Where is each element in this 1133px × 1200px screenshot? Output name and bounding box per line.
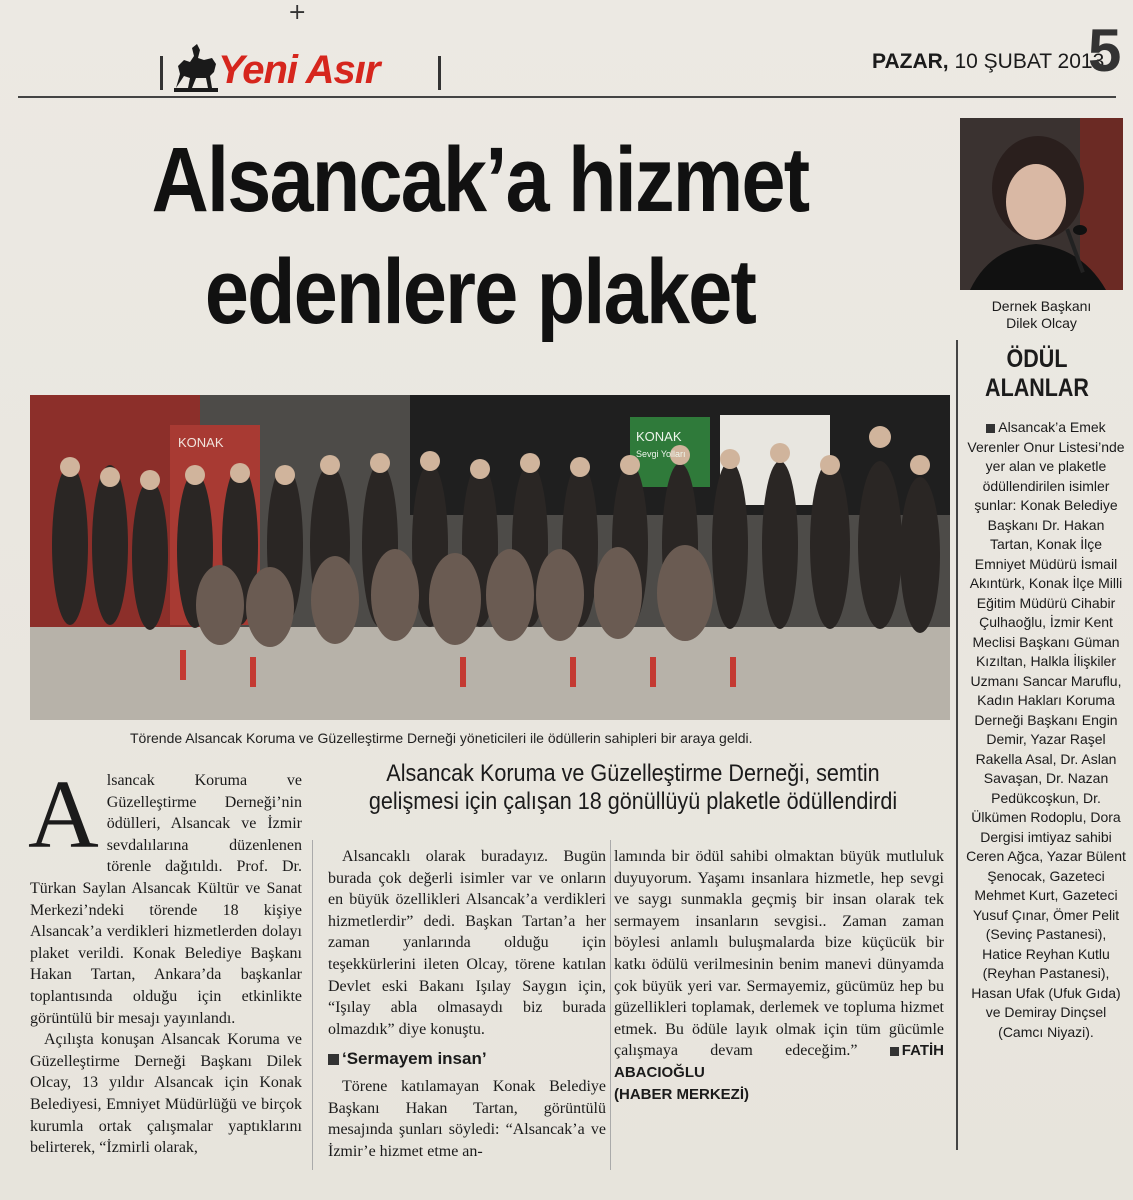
bullet-square-icon xyxy=(328,1054,339,1065)
section-heading-text: ‘Sermayem insan’ xyxy=(342,1049,487,1069)
banner-right-text: KONAK xyxy=(636,429,682,444)
bullet-square-icon xyxy=(890,1047,899,1056)
article-column-1 xyxy=(28,761,302,1159)
sidebar-body xyxy=(966,418,1126,1042)
banner-right-subtext: Sevgi Yolları xyxy=(636,449,686,459)
sidebar-title-line-1: ÖDÜL xyxy=(1006,345,1068,373)
headline-line-2: edenlere plaket xyxy=(204,241,756,343)
article-column-2 xyxy=(328,846,606,1162)
banner-left-text: KONAK xyxy=(178,435,224,450)
article-column-3 xyxy=(614,846,944,1105)
group-photo xyxy=(30,395,950,720)
byline-desk: (HABER MERKEZİ) xyxy=(614,1085,749,1103)
section-heading xyxy=(328,1048,606,1070)
portrait-photo xyxy=(960,118,1123,290)
article-paragraph-5 xyxy=(614,846,944,1084)
column-divider xyxy=(312,840,313,1170)
subhead xyxy=(350,760,917,816)
bullet-square-icon xyxy=(986,424,995,433)
headline-line-1: Alsancak’a hizmet xyxy=(151,129,809,231)
sidebar-rule xyxy=(956,340,958,1150)
portrait-caption xyxy=(960,298,1123,332)
crop-mark: + xyxy=(288,0,307,25)
dateline-date: 10 ŞUBAT 2013 xyxy=(954,50,1105,73)
byline-name: FATİH ABACIOĞLU xyxy=(614,1042,945,1081)
masthead xyxy=(168,38,379,98)
sidebar-title xyxy=(973,345,1102,403)
article-paragraph-5-text: lamında bir ödül sahibi olmaktan büyük mutluluk duyuyorum. Yaşamı insanlara hizmetle, hep sevgi ve saygı sunmakla geçmiş bir insan olarak tek sermayem insanların sevgisi.. Zaman zaman böylesi anlamlı buluşmalarda bize küçücük bir katkı ödülü verilmesinin benim manevi dünyamda çok büyük yeri var. Sermayemiz, gücümüz hep bu güzellikleri toplamak, derlemek ve topluma hizmet etmek. Bu ödüle layık olmak için tüm gücümle çalışmaya devam edeceğim.” xyxy=(614,848,944,1060)
portrait-caption-title: Dernek Başkanı xyxy=(991,298,1092,314)
drop-cap: A xyxy=(28,761,99,869)
sidebar-title-line-2: ALANLAR xyxy=(985,374,1089,402)
masthead-rule xyxy=(18,96,1116,98)
dateline xyxy=(872,50,1104,74)
dateline-day: PAZAR, xyxy=(872,50,949,73)
masthead-bar-left xyxy=(160,56,163,90)
page-number: 5 xyxy=(1088,17,1122,84)
article-paragraph-2: Açılışta konuşan Alsancak Koruma ve Güzelleştirme Derneği Başkanı Dilek Olcay, 13 yıldır Alsancak için Konak Belediyesi, Emniyet Müdürlüğü ve birçok kurumla ortak çalışmalar yaptıklarını belirterek, “İzmirli olarak, xyxy=(30,1031,302,1157)
newspaper-logo: Yeni Asır xyxy=(218,47,380,92)
article-paragraph-1: lsancak Koruma ve Güzelleştirme Derneği’nin ödülleri, Alsancak ve İzmir sevdalılarına düzenlenen törenle dağıtıldı. Prof. Dr. Türkan Saylan Alsancak Kültür ve Sanat Merkezi’ndeki törende 18 kişiye Alsancak’a verdikleri hizmetlerden dolayı plaket verildi. Konak Belediye Başkanı Hakan Tartan, Ankara’da başkanlar toplantısında olduğu için etkinlikte görüntülü bir mesajı yayınlandı. xyxy=(30,772,302,1027)
portrait-caption-name: Dilek Olcay xyxy=(1006,315,1077,331)
article-paragraph-4: Törene katılamayan Konak Belediye Başkanı Hakan Tartan, görüntülü mesajında şunları söyledi: “Alsancak’a ve İzmir’e hizmet etme an- xyxy=(328,1077,606,1160)
subhead-line-2: gelişmesi için çalışan 18 gönüllüyü plaketle ödüllendirdi xyxy=(368,788,898,815)
photo-caption: Törende Alsancak Koruma ve Güzelleştirme Derneği yöneticileri ile ödüllerin sahipleri bir araya geldi. xyxy=(130,730,753,746)
sidebar-names: Konak Belediye Başkanı Dr. Hakan Tartan, Konak İlçe Emniyet Müdürü İsmail Akıntürk, Konak İlçe Milli Eğitim Müdürü Cihabir Çulhaoğlu, İzmir Kent Meclisi Başkanı Güman Kızıltan, Halkla İlişkiler Uzmanı Sancar Maruflu, Kadın Hakları Koruma Derneği Başkanı Engin Demir, Yazar Raşel Rakella Asal, Dr. Aslan Savaşan, Dr. Nazan Pedükcoşkun, Dr. Ülkümen Rodoplu, Dora Dergisi imtiyaz sahibi Ceren Ağca, Yazar Bülent Şenocak, Gazeteci Mehmet Kurt, Gazeteci Yusuf Çınar, Ömer Pelit (Sevinç Pastanesi), Hatice Reyhan Kutlu (Reyhan Pastanesi), Hasan Ufak (Ufuk Gıda) ve Demiray Dinçsel (Camcı Niyazi). xyxy=(966,497,1126,1040)
masthead-bar-right xyxy=(438,56,441,90)
column-divider xyxy=(610,840,611,1170)
sidebar-intro: Alsancak’a Emek Verenler Onur Listesi’nde yer alan ve plaketle ödüllendirilen isimler şunlar: xyxy=(967,419,1125,513)
subhead-line-1: Alsancak Koruma ve Güzelleştirme Derneği, semtin xyxy=(386,760,880,787)
headline xyxy=(102,124,859,348)
article-paragraph-3: Alsancaklı olarak buradayız. Bugün burada çok değerli isimler var ve onların en büyük özellikleri Alsancak’a verdikleri hizmetlerdir” dedi. Başkan Tartan’a her zaman yanlarında olduğu için teşekkürlerini ileten Olcay, törene katılan Devlet eski Bakanı Işılay Saygın için, “Işılay abla olmasaydı biz burada olmazdık” diye konuştu. xyxy=(328,848,606,1038)
